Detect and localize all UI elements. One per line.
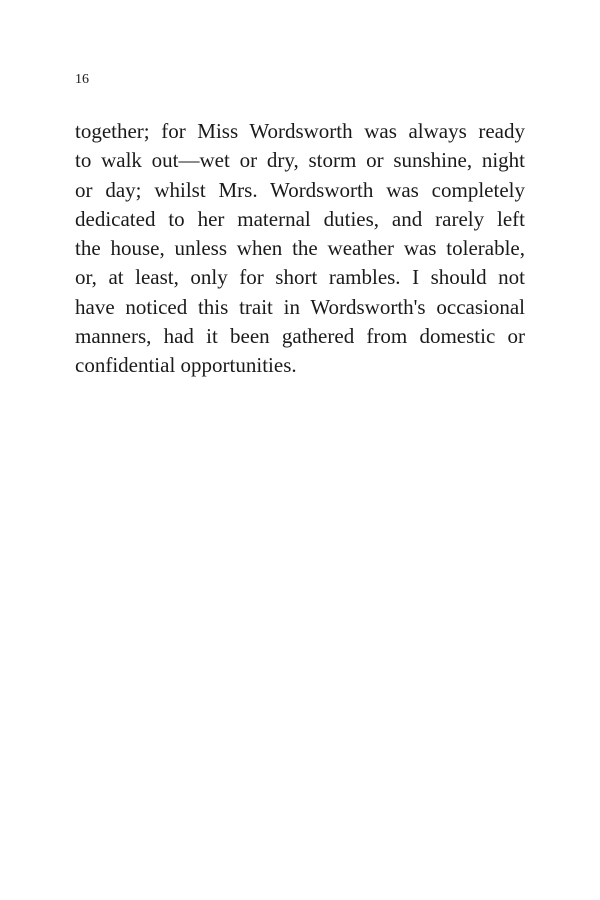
text-line: or, at least, only for short rambles. I should not [75, 265, 525, 290]
body-paragraph [75, 117, 525, 381]
text-line: the house, unless when the weather was tolerable, [75, 236, 525, 261]
text-line: manners, had it been gathered from domestic or [75, 324, 525, 349]
page-number: 16 [75, 72, 89, 87]
text-line: confidential opportunities. [75, 353, 297, 378]
text-line: dedicated to her maternal duties, and rarely left [75, 206, 525, 231]
text-line: or day; whilst Mrs. Wordsworth was completely [75, 177, 525, 202]
text-line: have noticed this trait in Wordsworth's occasional [75, 294, 525, 319]
text-line: to walk out—wet or dry, storm or sunshine, night [75, 148, 525, 173]
text-line: together; for Miss Wordsworth was always ready [75, 119, 525, 143]
